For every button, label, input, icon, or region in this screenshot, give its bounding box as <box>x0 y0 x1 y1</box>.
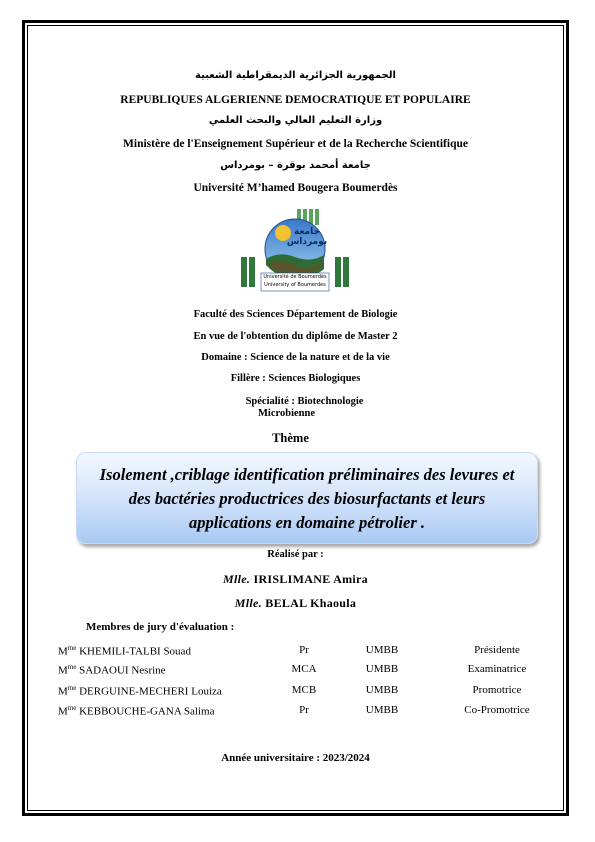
filiere-line: Fillère : Sciences Biologiques <box>230 373 361 384</box>
logo-caption-2: University of Boumerdes <box>264 282 326 288</box>
author-1-name: IRISLIMANE Amira <box>253 572 368 586</box>
jury-row: $M^{me}$ KEBBOUCHE-GANA Salima Pr UMBB Co-Promotrice <box>58 704 530 718</box>
theme-label: Thème <box>272 431 309 445</box>
logo-caption-1: Université de Boumerdès <box>263 274 327 280</box>
ministry-arabic: وزارة التعليم العالي والبحث العلمي <box>208 115 383 126</box>
author-2 <box>27 596 564 611</box>
faculty-line: Faculté des Sciences Département de Biologie <box>193 309 398 320</box>
jury-member-name: $M^{me}$ DERGUINE-MECHERI Louiza <box>58 684 222 698</box>
diploma-purpose: En vue de l'obtention du diplôme de Master 2 <box>193 331 398 342</box>
thesis-title-line-1: Isolement ,criblage identification préliminaires des levures et <box>99 465 515 484</box>
university-logo <box>239 203 351 297</box>
author-2-name: BELAL Khaoula <box>265 596 357 610</box>
jury-row: $M^{me}$ KHEMILI-TALBI Souad Pr UMBB Présidente <box>58 644 520 658</box>
domain-line: Domaine : Science de la nature et de la vie <box>201 352 390 363</box>
speciality-line-2: Microbienne <box>258 408 315 419</box>
author-1-prefix: Mlle. <box>223 572 251 586</box>
authors-label: Réalisé par : <box>267 549 324 560</box>
speciality-line-1: Spécialité : Biotechnologie <box>245 396 364 407</box>
jury-member-name: $M^{me}$ SADAOUI Nesrine <box>58 663 166 677</box>
university-arabic: جامعة أمحمد بوقرة – بومرداس <box>220 160 371 171</box>
jury-member-name: $M^{me}$ KEBBOUCHE-GANA Salima <box>58 704 215 718</box>
thesis-title <box>77 463 537 535</box>
academic-year: Année universitaire : 2023/2024 <box>221 752 370 764</box>
thesis-title-line-2: des bactéries productrices des biosurfactants et leurs <box>128 489 486 508</box>
logo-arabic-text: جامعة بومرداس <box>286 227 328 247</box>
author-1 <box>27 572 564 587</box>
thesis-title-line-3: applications en domaine pétrolier . <box>188 513 426 532</box>
republic-french: REPUBLIQUES ALGERIENNE DEMOCRATIQUE ET POPULAIRE <box>120 94 471 106</box>
jury-row: $M^{me}$ SADAOUI Nesrine MCA UMBB Examinatrice <box>58 663 527 677</box>
ministry-french: Ministère de l'Enseignement Supérieur et de la Recherche Scientifique <box>123 138 468 150</box>
author-2-prefix: Mlle. <box>234 596 262 610</box>
jury-label: Membres de jury d'évaluation : <box>86 621 235 633</box>
jury-row: $M^{me}$ DERGUINE-MECHERI Louiza MCB UMBB Promotrice <box>58 684 522 698</box>
jury-member-name: $M^{me}$ KHEMILI-TALBI Souad <box>58 644 191 658</box>
university-french: Université M’hamed Bougera Boumerdès <box>193 182 398 194</box>
thesis-title-box <box>76 452 538 544</box>
republic-arabic: الجمهورية الجزائرية الديمقراطية الشعبية <box>195 70 396 81</box>
